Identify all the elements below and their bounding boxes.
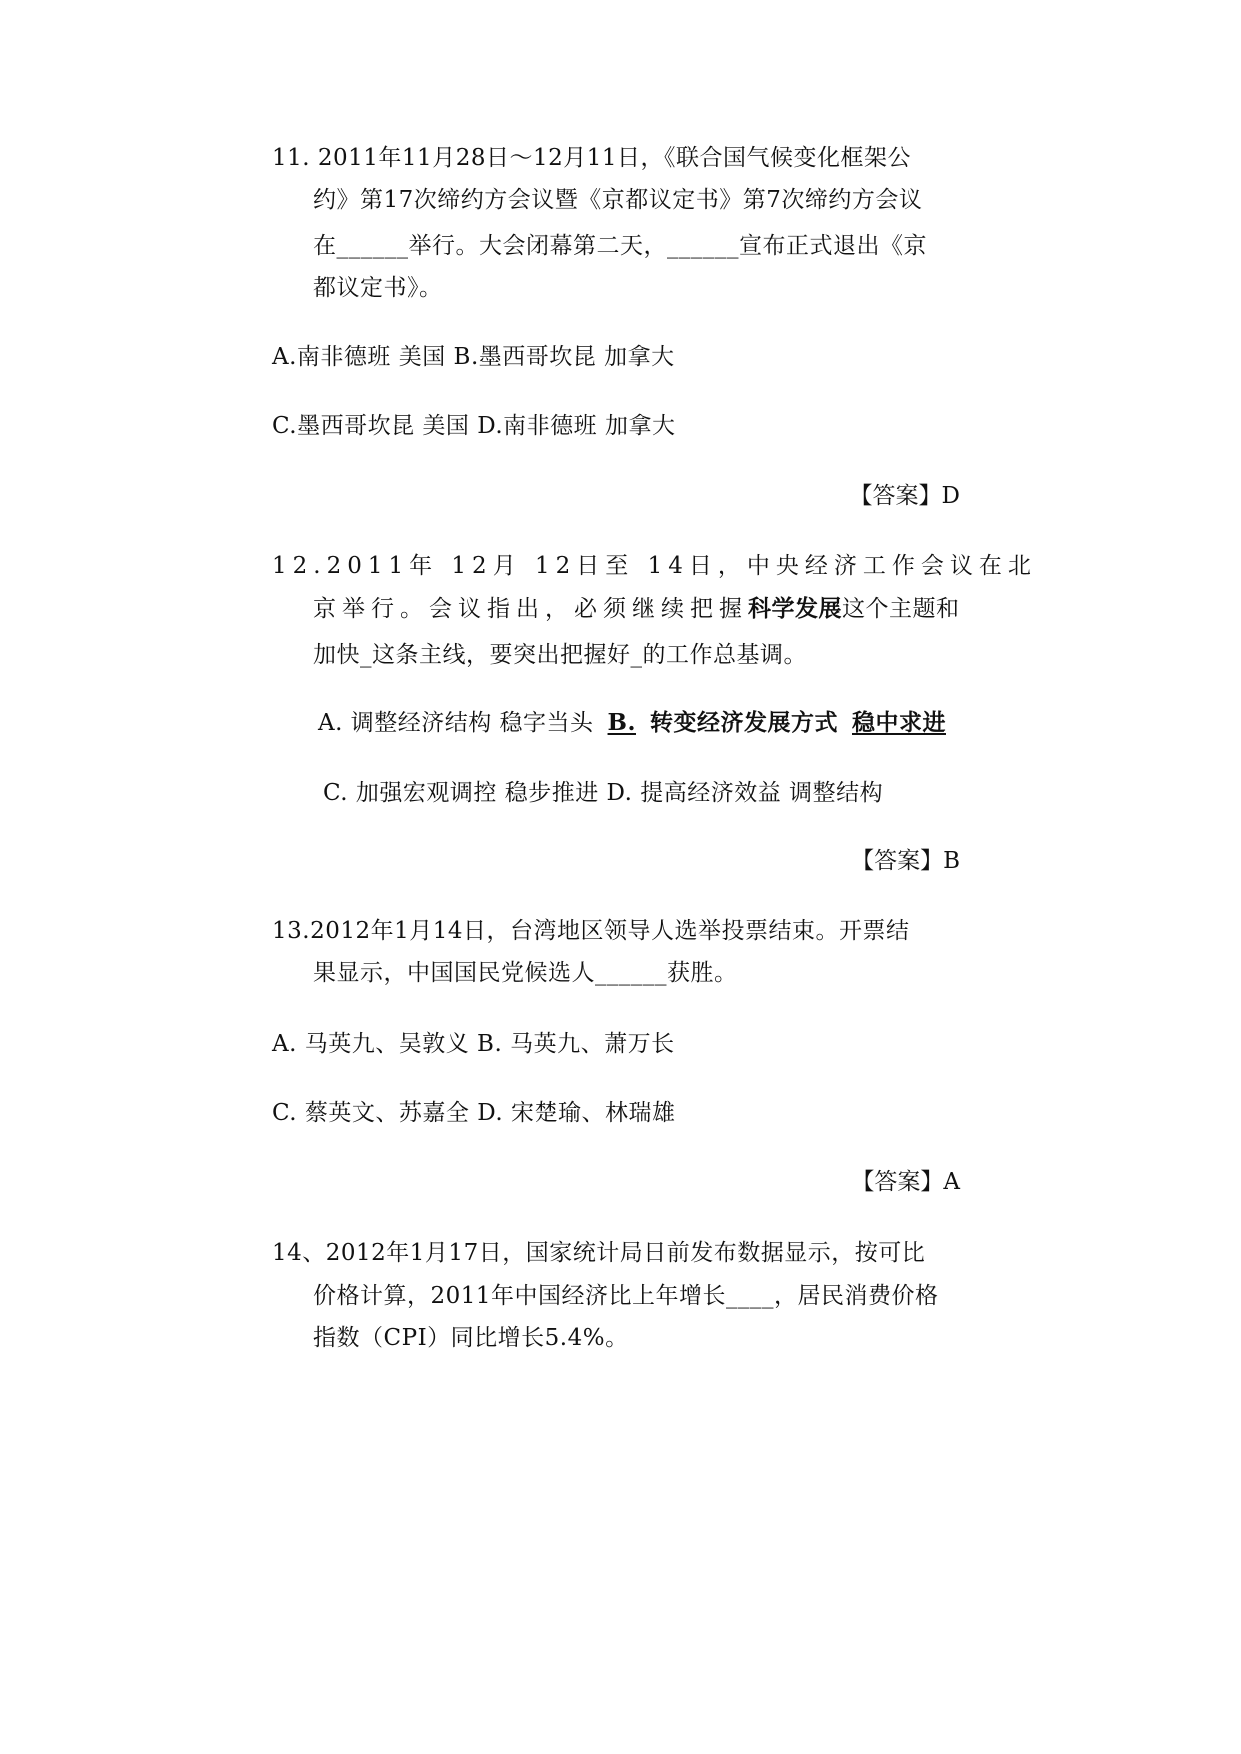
- q11-line-1: 11. 2011年11月28日～12月11日，《联合国气候变化框架公: [272, 145, 911, 171]
- q11-line-2: 约》第17次缔约方会议暨《京都议定书》第7次缔约方会议: [313, 187, 923, 213]
- q12-options-ab: [318, 708, 946, 738]
- q13-line-1: 13.2012年1月14日，台湾地区领导人选举投票结束。开票结: [272, 918, 910, 944]
- q12-option-b-letter: B.: [607, 709, 636, 736]
- q13-options-cd: C. 蔡英文、苏嘉全 D. 宋楚瑜、林瑞雄: [272, 1100, 676, 1126]
- q12-line-1: 12.2011年 12月 12日至 14日，中央经济工作会议在北: [272, 553, 1037, 579]
- q14-line-1: 14、2012年1月17日，国家统计局日前发布数据显示，按可比: [272, 1240, 926, 1266]
- q12-line-3: 加快_这条主线，要突出把握好_的工作总基调。: [313, 642, 807, 668]
- q14-line-2: 价格计算，2011年中国经济比上年增长____，居民消费价格: [313, 1283, 939, 1309]
- q12-option-b-text: 转变经济发展方式: [650, 709, 838, 736]
- q13-options-ab: A. 马英九、吴敦义 B. 马英九、萧万长: [272, 1031, 675, 1057]
- q12-emphasis: 科学发展: [748, 595, 842, 622]
- q12-line-2: [313, 594, 960, 624]
- q14-line-3: 指数（CPI）同比增长5.4%。: [313, 1325, 629, 1351]
- q12-answer: 【答案】B: [851, 848, 960, 874]
- q13-line-2: 果显示，中国国民党候选人______获胜。: [313, 960, 738, 986]
- q12-option-b-tail: 稳中求进: [852, 709, 946, 736]
- q11-answer: 【答案】D: [849, 483, 960, 509]
- q12-line-2-pre: 京举行。会议指出，必须继续把握: [313, 596, 748, 622]
- q12-option-a: A. 调整经济结构 稳字当头: [318, 710, 594, 736]
- q11-line-3: 在______举行。大会闭幕第二天，______宣布正式退出《京: [313, 233, 927, 259]
- q13-answer: 【答案】A: [851, 1169, 960, 1195]
- q11-options-cd: C.墨西哥坎昆 美国 D.南非德班 加拿大: [272, 413, 676, 439]
- q11-options-ab: A.南非德班 美国 B.墨西哥坎昆 加拿大: [272, 344, 675, 370]
- q12-line-2-post: 这个主题和: [842, 596, 960, 622]
- q11-line-4: 都议定书》。: [313, 275, 443, 301]
- q12-options-cd: C. 加强宏观调控 稳步推进 D. 提高经济效益 调整结构: [323, 780, 884, 806]
